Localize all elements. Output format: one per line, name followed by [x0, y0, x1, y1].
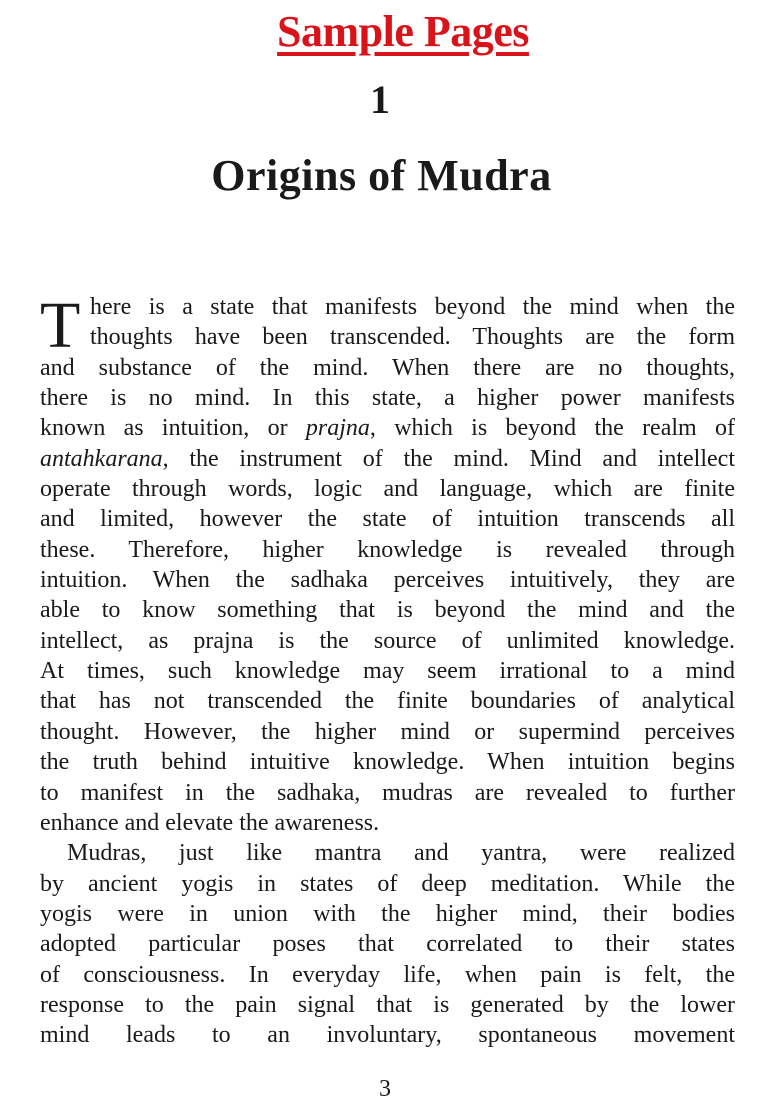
text-line [40, 899, 735, 929]
text-line [40, 413, 735, 443]
text-line [40, 747, 735, 777]
text-line [40, 353, 735, 383]
text-segment: yogis were in union with the higher mind, their bodies [40, 900, 735, 927]
text-segment: adopted particular poses that correlated to their states [40, 931, 735, 958]
text-line [40, 778, 735, 808]
text-segment: intellect, as prajna is the source of unlimited knowledge. [40, 627, 735, 654]
italic-term: antahkarana [40, 445, 163, 472]
text-line [40, 444, 735, 474]
text-segment: to manifest in the sadhaka, mudras are revealed to further [40, 779, 735, 806]
text-segment: and limited, however the state of intuition transcends all [40, 506, 735, 533]
text-line [40, 595, 735, 625]
text-segment: there is no mind. In this state, a higher power manifests [40, 385, 735, 412]
text-segment: response to the pain signal that is generated by the lower [40, 991, 735, 1018]
text-line [40, 869, 735, 899]
text-segment: , the instrument of the mind. Mind and intellect [162, 445, 735, 472]
text-line [40, 383, 735, 413]
text-line [40, 929, 735, 959]
text-segment: that has not transcended the finite boundaries of analytical [40, 688, 735, 715]
text-segment: operate through words, logic and language, which are finite [40, 476, 735, 503]
text-segment: enhance and elevate the awareness. [40, 809, 380, 836]
text-segment: able to know something that is beyond the mind and the [40, 597, 735, 624]
text-segment: these. Therefore, higher knowledge is revealed through [40, 536, 735, 563]
sample-pages-banner: Sample Pages [277, 7, 529, 56]
chapter-title: Origins of Mudra [211, 151, 552, 200]
text-line [40, 292, 735, 322]
text-segment: known as intuition, or [40, 415, 306, 442]
text-segment: here is a state that manifests beyond the mind when the [90, 294, 735, 320]
text-line [40, 960, 735, 990]
text-line [40, 990, 735, 1020]
text-segment: Mudras, just like mantra and yantra, were realized [67, 840, 735, 867]
text-segment: by ancient yogis in states of deep meditation. While the [40, 870, 735, 897]
text-line [40, 717, 735, 747]
text-segment: thoughts have been transcended. Thoughts are the form [90, 324, 735, 351]
text-segment: , which is beyond the realm of [369, 415, 736, 442]
text-line [40, 626, 735, 656]
chapter-number: 1 [370, 77, 390, 122]
text-segment: At times, such knowledge may seem irrational to a mind [40, 658, 735, 685]
text-line [40, 656, 735, 686]
text-line [40, 838, 735, 868]
text-segment: mind leads to an involuntary, spontaneous movement [40, 1022, 735, 1049]
drop-cap: T [40, 289, 81, 362]
text-line [40, 474, 735, 504]
text-segment: the truth behind intuitive knowledge. When intuition begins [40, 749, 735, 776]
text-line [40, 504, 735, 534]
text-line [40, 1020, 735, 1050]
text-line [40, 322, 735, 352]
text-line [40, 565, 735, 595]
text-segment: of consciousness. In everyday life, when pain is felt, the [40, 961, 735, 988]
text-line [40, 535, 735, 565]
page-number: 3 [379, 1076, 391, 1102]
body-text [40, 289, 736, 1051]
text-segment: intuition. When the sadhaka perceives intuitively, they are [40, 567, 735, 594]
text-segment: thought. However, the higher mind or supermind perceives [40, 718, 735, 745]
text-line [40, 808, 735, 838]
text-line [40, 686, 735, 716]
italic-term: prajna [305, 415, 370, 442]
text-segment: and substance of the mind. When there are no thoughts, [40, 354, 735, 381]
